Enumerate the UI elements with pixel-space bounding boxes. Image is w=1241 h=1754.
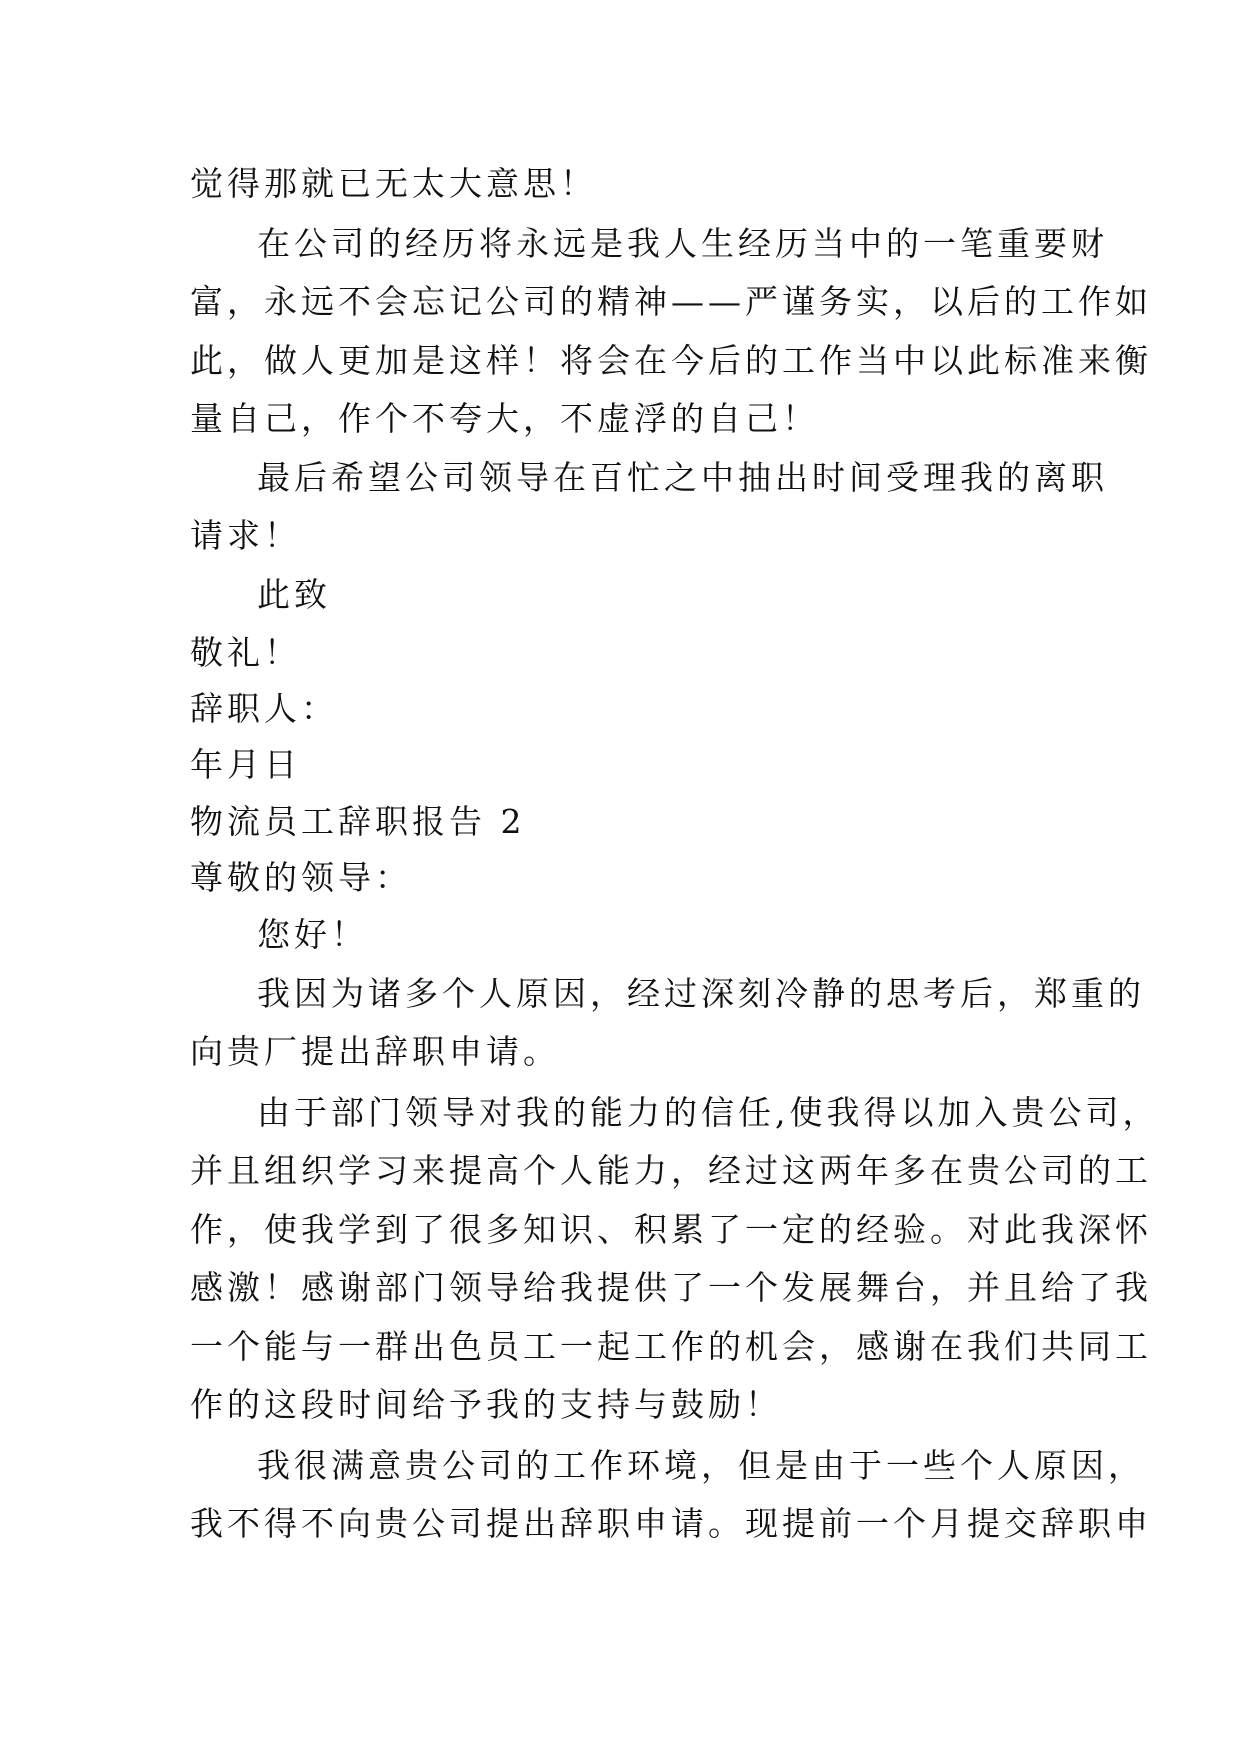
text-line: 觉得那就已无太大意思！ — [190, 164, 597, 203]
text-line: 我不得不向贵公司提出辞职申请。现提前一个月提交辞职申 — [190, 1504, 1152, 1543]
salutation-closing: 此致 — [257, 575, 331, 614]
text-line: 向贵厂提出辞职申请。 — [190, 1032, 560, 1071]
text-line: 并且组织学习来提高个人能力，经过这两年多在贵公司的工 — [190, 1151, 1152, 1190]
text-line: 请求！ — [190, 516, 301, 555]
greeting: 尊敬的领导： — [190, 858, 412, 897]
text-line: 富，永远不会忘记公司的精神——严谨务实，以后的工作如 — [190, 282, 1152, 321]
text-line: 我很满意贵公司的工作环境，但是由于一些个人原因， — [257, 1446, 1145, 1485]
text-line: 量自己，作个不夸大，不虚浮的自己！ — [190, 399, 819, 438]
text-line: 由于部门领导对我的能力的信任,使我得以加入贵公司， — [257, 1093, 1160, 1132]
text-line: 在公司的经历将永远是我人生经历当中的一笔重要财 — [257, 224, 1108, 263]
text-line: 作，使我学到了很多知识、积累了一定的经验。对此我深怀 — [190, 1210, 1152, 1249]
text-line: 感激！感谢部门领导给我提供了一个发展舞台，并且给了我 — [190, 1268, 1152, 1307]
text-line: 最后希望公司领导在百忙之中抽出时间受理我的离职 — [257, 458, 1108, 497]
text-line: 作的这段时间给予我的支持与鼓励！ — [190, 1385, 782, 1424]
text-line: 一个能与一群出色员工一起工作的机会，感谢在我们共同工 — [190, 1327, 1152, 1366]
text-line: 此，做人更加是这样！将会在今后的工作当中以此标准来衡 — [190, 341, 1152, 380]
salutation-regards: 敬礼！ — [190, 633, 301, 672]
signature-label: 辞职人： — [190, 689, 338, 728]
section-title: 物流员工辞职报告 2 — [190, 802, 526, 841]
text-line: 我因为诸多个人原因，经过深刻冷静的思考后，郑重的 — [257, 974, 1145, 1013]
date-label: 年月日 — [190, 745, 301, 784]
greeting-hello: 您好！ — [257, 915, 368, 954]
